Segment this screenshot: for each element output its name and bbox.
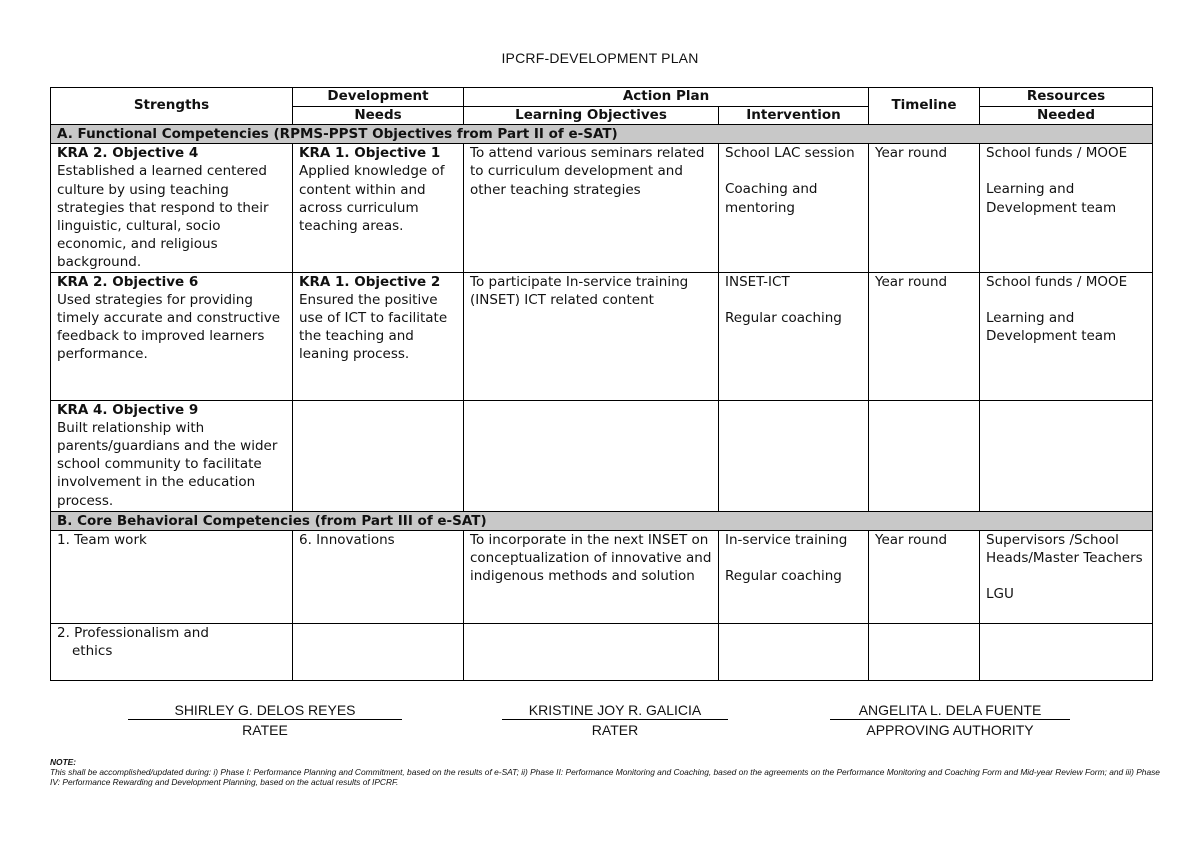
timeline-cell: Year round bbox=[869, 530, 980, 623]
strength-kra: KRA 4. Objective 9 bbox=[57, 401, 199, 418]
learning-objectives-header: Learning Objectives bbox=[464, 106, 719, 125]
section-a-row bbox=[51, 125, 1153, 144]
section-a-title: A. Functional Competencies (RPMS-PPST Objectives from Part II of e-SAT) bbox=[51, 125, 1153, 144]
intervention-cell bbox=[719, 400, 869, 511]
need-text: Ensured the positive use of ICT to facilitate the teaching and leaning process. bbox=[299, 291, 448, 363]
note-label: NOTE: bbox=[50, 757, 77, 767]
need-kra: KRA 1. Objective 2 bbox=[299, 273, 441, 290]
intervention-cell bbox=[719, 272, 869, 400]
ratee-name: SHIRLEY G. DELOS REYES bbox=[128, 702, 402, 720]
intervention-cell bbox=[719, 530, 869, 623]
resource-item: School funds / MOOE bbox=[986, 145, 1128, 162]
page-title: IPCRF-DEVELOPMENT PLAN bbox=[501, 50, 699, 66]
resources-cell bbox=[980, 623, 1153, 680]
need-kra: KRA 1. Objective 1 bbox=[299, 145, 441, 162]
header-row bbox=[51, 88, 1153, 107]
table-row bbox=[51, 623, 1153, 680]
strengths-header: Strengths bbox=[51, 88, 293, 125]
intervention-item: In-service training bbox=[725, 531, 848, 548]
timeline-cell: Year round bbox=[869, 272, 980, 400]
strength-text: Established a learned centered culture by using teaching strategies that respond to their linguistic, cultural, socio economic, and religious background. bbox=[57, 163, 269, 271]
table-row bbox=[51, 530, 1153, 623]
resources-cell bbox=[980, 530, 1153, 623]
resource-item: Learning and Development team bbox=[986, 181, 1117, 216]
note-text: This shall be accomplished/updated during: i) Phase I: Performance Planning and Commitment, based on the results of e-SAT; ii) Phase II: Performance Monitoring and Coaching, based on the agreements on the Performance Monitoring and Coaching Form and Mid-year Review Form; and iii) Phase IV: Performance Rewarding and Development Planning, based on the actual results of IPCRF. bbox=[50, 767, 1160, 787]
table-row bbox=[51, 144, 1153, 272]
resource-item: LGU bbox=[986, 586, 1014, 603]
development-plan-table bbox=[50, 87, 1153, 681]
strength-cell bbox=[51, 272, 293, 400]
strength-text: Built relationship with parents/guardians and the wider school community to facilitate involvement in the education process. bbox=[57, 419, 278, 509]
ratee-signature bbox=[128, 702, 402, 738]
rater-role: RATER bbox=[591, 722, 639, 738]
intervention-item: INSET-ICT bbox=[725, 273, 790, 290]
strength-text: Used strategies for providing timely accurate and constructive feedback to improved learners performance. bbox=[57, 291, 281, 363]
objective-cell: To incorporate in the next INSET on conceptualization of innovative and indigenous methods and solution bbox=[464, 530, 719, 623]
strength-kra: KRA 2. Objective 4 bbox=[57, 145, 199, 162]
need-text: Applied knowledge of content within and across curriculum teaching areas. bbox=[299, 163, 445, 235]
approver-role: APPROVING AUTHORITY bbox=[866, 722, 1034, 738]
need-cell bbox=[293, 272, 464, 400]
resources-cell bbox=[980, 272, 1153, 400]
need-cell bbox=[293, 623, 464, 680]
need-cell bbox=[293, 400, 464, 511]
resource-item: Supervisors /School Heads/Master Teachers bbox=[986, 531, 1143, 567]
timeline-header: Timeline bbox=[869, 88, 980, 125]
resources-header-2: Needed bbox=[980, 106, 1153, 125]
section-b-title: B. Core Behavioral Competencies (from Part III of e-SAT) bbox=[51, 511, 1153, 530]
timeline-cell bbox=[869, 623, 980, 680]
objective-cell bbox=[464, 400, 719, 511]
objective-cell: To participate In-service training (INSET) ICT related content bbox=[464, 272, 719, 400]
development-needs-header-2: Needs bbox=[293, 106, 464, 125]
intervention-header: Intervention bbox=[719, 106, 869, 125]
intervention-item: School LAC session bbox=[725, 145, 855, 162]
resources-header: Resources bbox=[980, 88, 1153, 107]
objective-cell: To attend various seminars related to curriculum development and other teaching strategies bbox=[464, 144, 719, 272]
intervention-item: Regular coaching bbox=[725, 568, 842, 585]
intervention-cell bbox=[719, 144, 869, 272]
intervention-cell bbox=[719, 623, 869, 680]
strength-text: 2. Professionalism and bbox=[57, 624, 209, 641]
table-row bbox=[51, 400, 1153, 511]
strength-cell bbox=[51, 623, 293, 680]
objective-cell bbox=[464, 623, 719, 680]
ratee-role: RATEE bbox=[242, 722, 288, 738]
resource-item: School funds / MOOE bbox=[986, 273, 1128, 290]
rater-signature bbox=[502, 702, 728, 738]
intervention-item: Regular coaching bbox=[725, 309, 842, 326]
strength-cell: 1. Team work bbox=[51, 530, 293, 623]
approver-signature bbox=[830, 702, 1070, 738]
footnote bbox=[50, 757, 1160, 787]
strength-cell bbox=[51, 400, 293, 511]
action-plan-header: Action Plan bbox=[464, 88, 869, 107]
need-cell bbox=[293, 144, 464, 272]
timeline-cell bbox=[869, 400, 980, 511]
strength-kra: KRA 2. Objective 6 bbox=[57, 273, 199, 290]
intervention-item: Coaching and mentoring bbox=[725, 181, 818, 216]
approver-name: ANGELITA L. DELA FUENTE bbox=[830, 702, 1070, 720]
strength-text-continued: ethics bbox=[72, 643, 113, 660]
rater-name: KRISTINE JOY R. GALICIA bbox=[502, 702, 728, 720]
development-needs-header: Development bbox=[293, 88, 464, 107]
section-b-row bbox=[51, 511, 1153, 530]
table-row bbox=[51, 272, 1153, 400]
need-cell: 6. Innovations bbox=[293, 530, 464, 623]
resources-cell bbox=[980, 400, 1153, 511]
resource-item: Learning and Development team bbox=[986, 309, 1117, 345]
strength-cell bbox=[51, 144, 293, 272]
resources-cell bbox=[980, 144, 1153, 272]
timeline-cell: Year round bbox=[869, 144, 980, 272]
